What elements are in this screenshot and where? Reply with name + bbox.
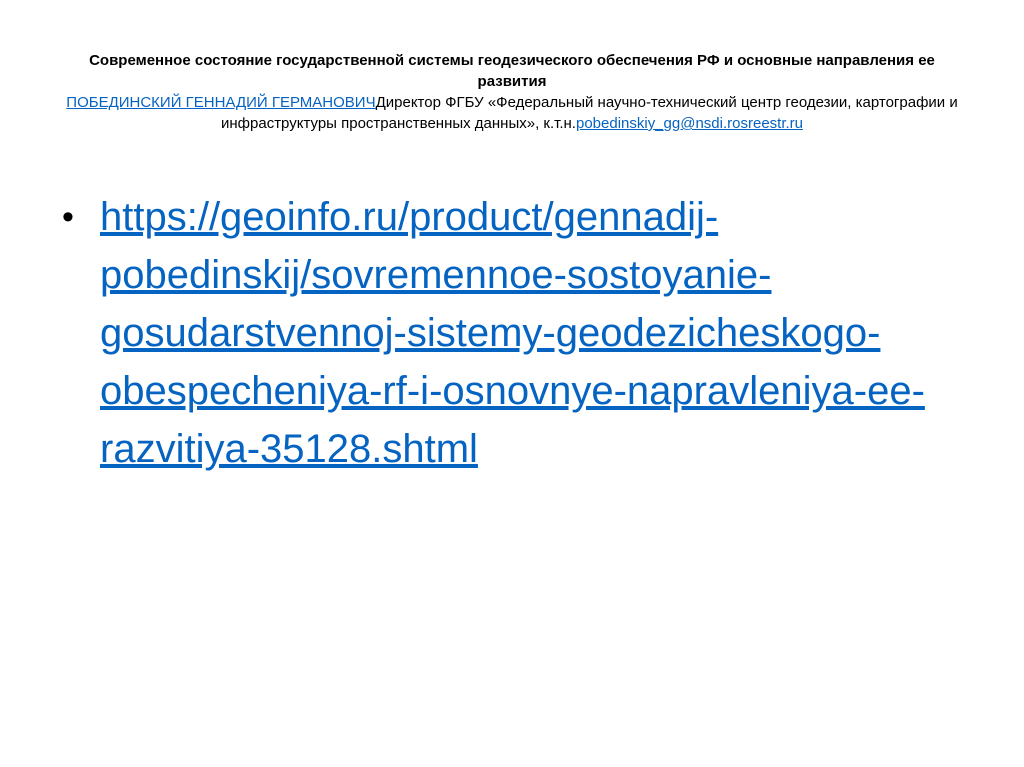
url-line-3: gosudarstvennoj-sistemy-geodezicheskogo- xyxy=(100,311,881,355)
slide-title: Современное состояние государственной системы геодезического обеспечения РФ и основные направления ее развития xyxy=(89,52,935,90)
url-line-4: obespecheniya-rf-i-osnovnye-napravleniya-ee- xyxy=(100,369,925,413)
body-list xyxy=(62,188,972,478)
author-name-link[interactable]: ПОБЕДИНСКИЙ ГЕННАДИЙ ГЕРМАНОВИЧ xyxy=(66,94,376,111)
url-line-1: https://geoinfo.ru/product/gennadij- xyxy=(100,195,719,239)
bullet-icon: • xyxy=(62,198,74,236)
url-line-5: razvitiya-35128.shtml xyxy=(100,427,478,471)
author-email-link[interactable]: pobedinskiy_gg@nsdi.rosreestr.ru xyxy=(575,115,803,132)
slide-header xyxy=(60,50,964,134)
author-position: Директор ФГБУ «Федеральный научно-технический центр геодезии, картографии и инфраструктуры пространственных данных», к.т.н. xyxy=(221,94,958,132)
url-line-2: pobedinskij/sovremennoe-sostoyanie- xyxy=(100,253,772,297)
source-url-link[interactable] xyxy=(100,188,970,478)
list-item xyxy=(62,188,972,478)
author-line xyxy=(60,92,964,134)
